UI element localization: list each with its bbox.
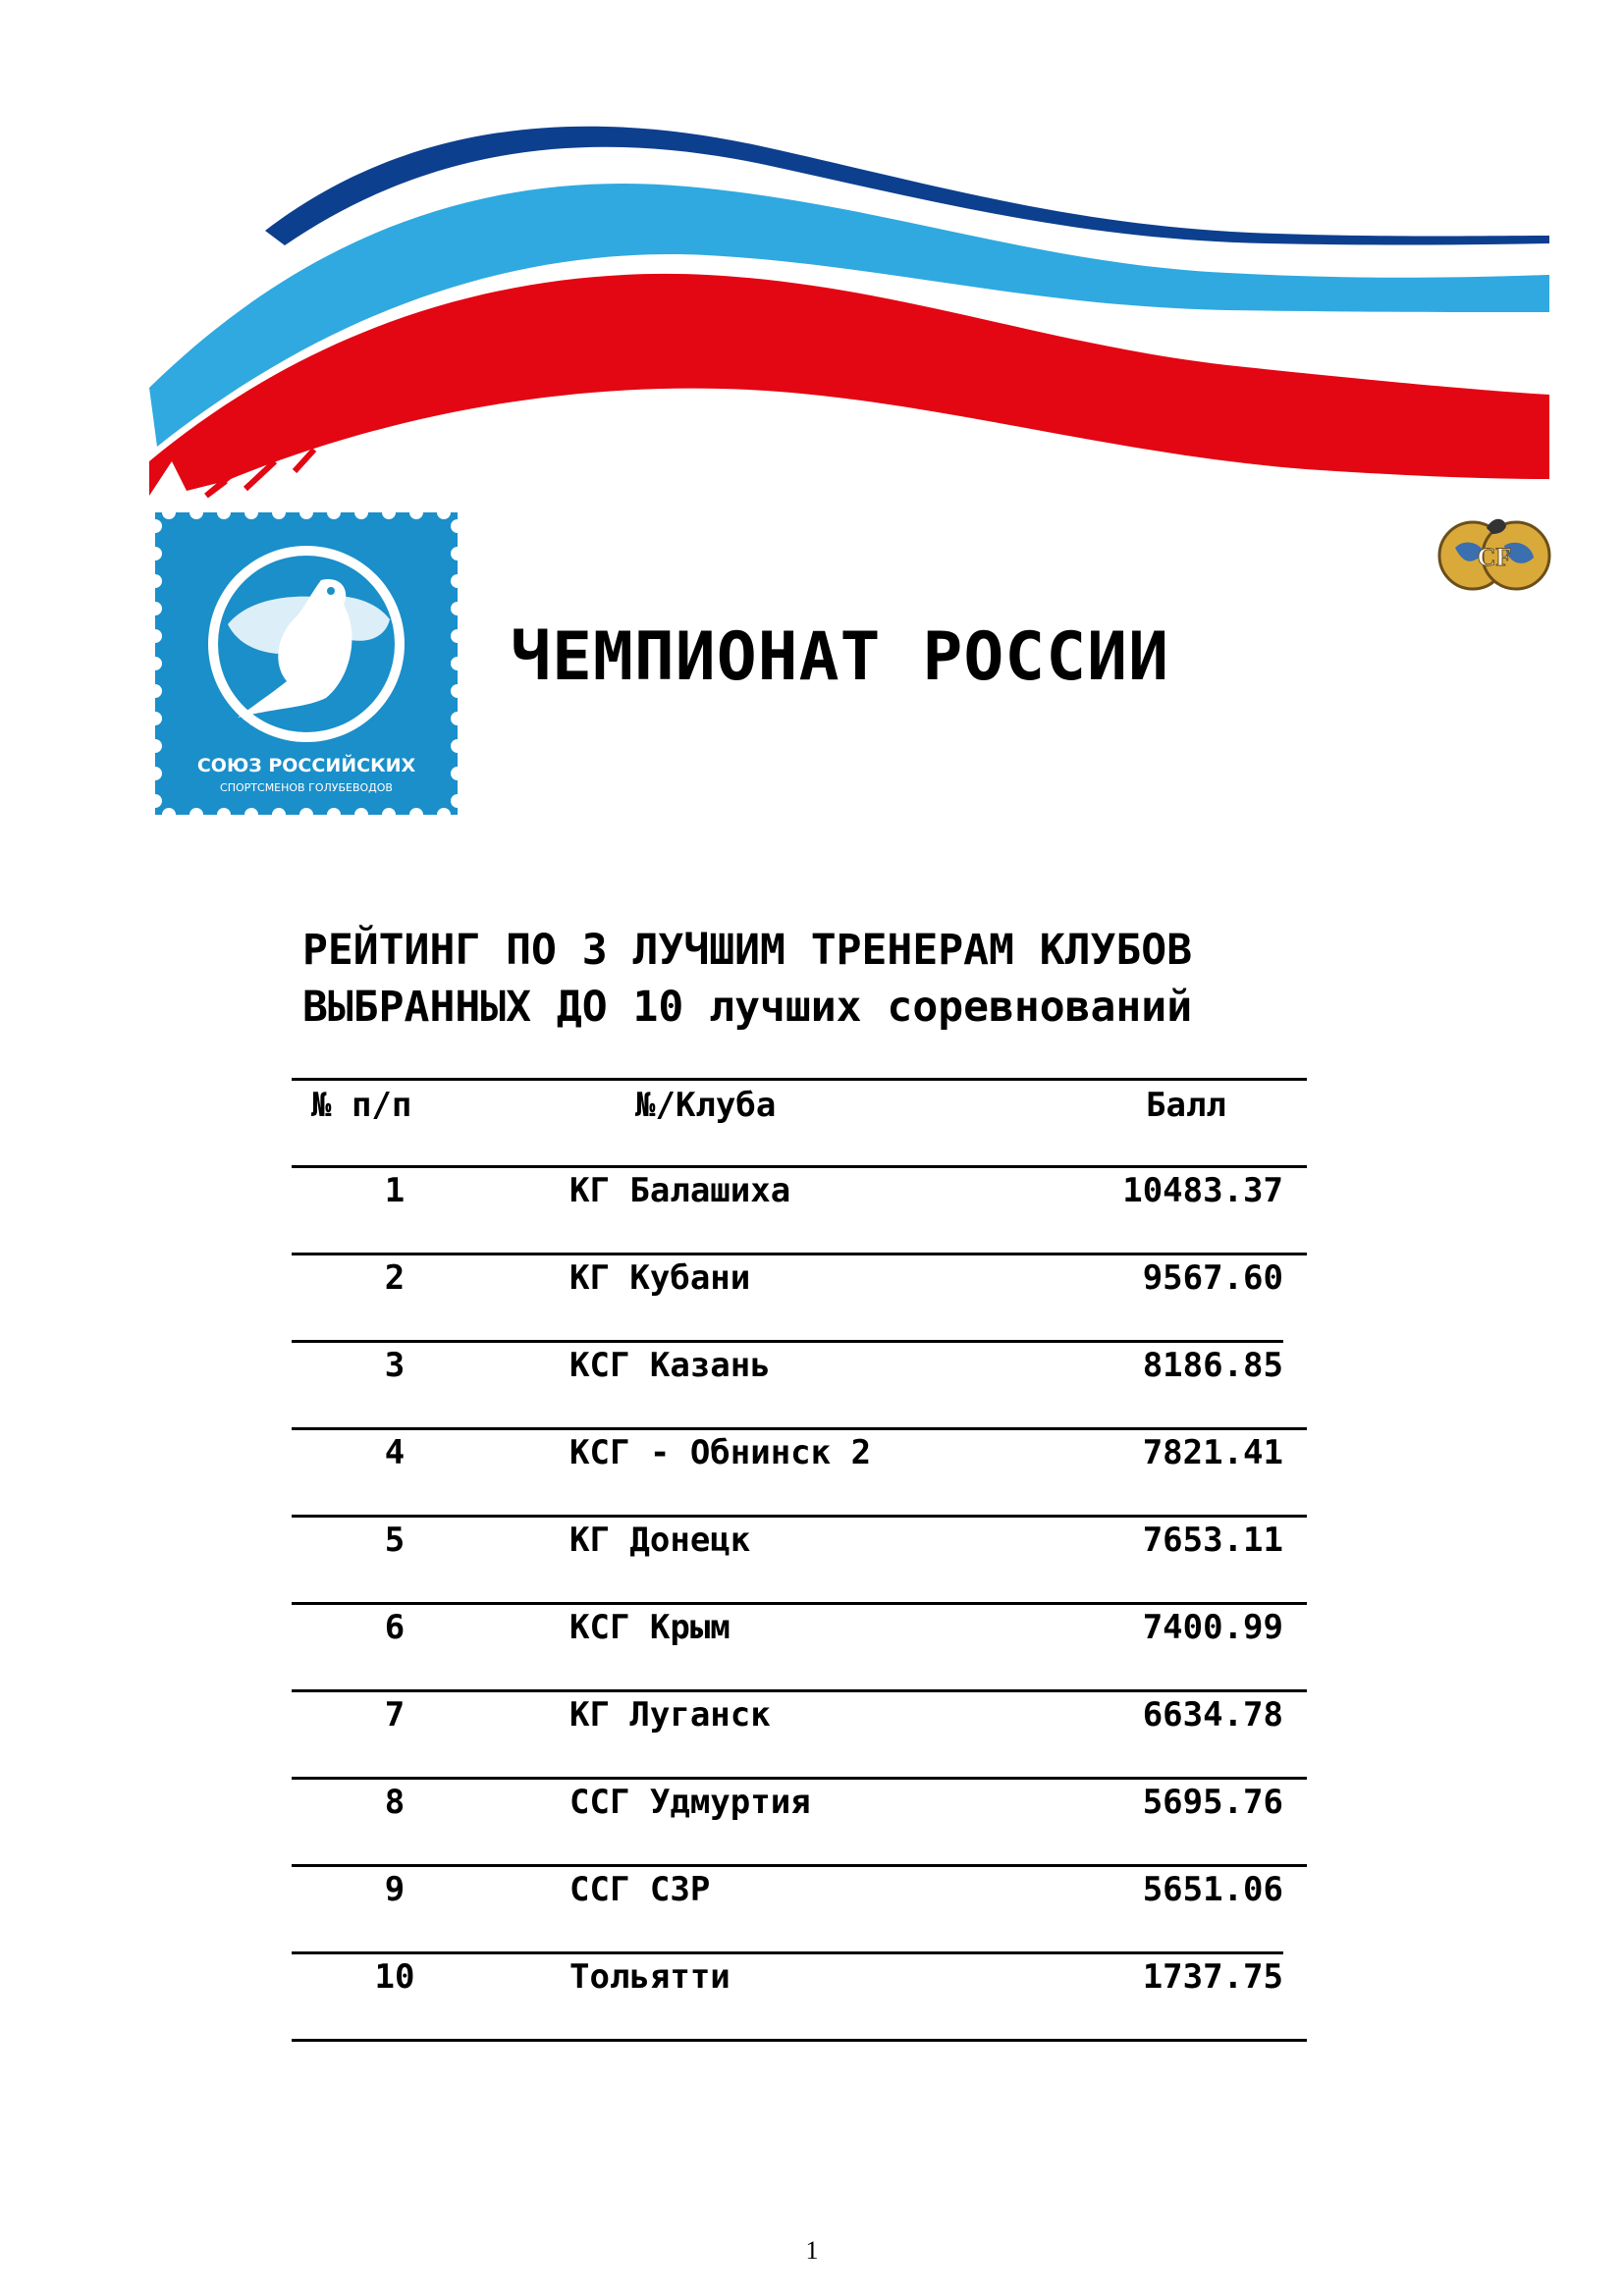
row-club: КСГ - Обнинск 2 [569, 1433, 872, 1472]
table-rule [292, 1253, 1307, 1255]
table-rule [292, 1078, 1307, 1081]
row-score: 7821.41 [1142, 1433, 1283, 1472]
row-club: ССГ СЗР [569, 1870, 711, 1909]
federation-emblem-logo [1435, 508, 1553, 593]
row-num: 4 [384, 1433, 406, 1472]
row-score: 8186.85 [1142, 1346, 1283, 1385]
table-rule [292, 1864, 1307, 1867]
row-num: 5 [384, 1521, 406, 1560]
row-score: 7653.11 [1142, 1521, 1283, 1560]
row-score: 5695.76 [1142, 1783, 1283, 1822]
row-score: 5651.06 [1142, 1870, 1283, 1909]
subtitle-line-2: ВЫБРАННЫХ ДО 10 лучших соревнований [302, 983, 1193, 1032]
union-stamp-logo [149, 507, 463, 821]
row-score: 9567.60 [1142, 1258, 1283, 1298]
row-num: 9 [384, 1870, 406, 1909]
row-num: 1 [384, 1171, 406, 1210]
row-num: 3 [384, 1346, 406, 1385]
row-score: 7400.99 [1142, 1608, 1283, 1647]
row-club: КСГ Казань [569, 1346, 771, 1385]
header-club: №/Клуба [635, 1086, 777, 1125]
header-num: № п/п [311, 1086, 412, 1125]
page-title: ЧЕМПИОНАТ РОССИИ [511, 618, 1170, 696]
page-number: 1 [805, 2236, 819, 2265]
table-rule [292, 1602, 1307, 1605]
emblem-letters: CF [1477, 543, 1512, 571]
row-score: 6634.78 [1142, 1695, 1283, 1735]
table-rule [292, 1340, 1283, 1343]
row-num: 8 [384, 1783, 406, 1822]
row-club: КСГ Крым [569, 1608, 731, 1647]
stamp-text-line1: СОЮЗ РОССИЙСКИХ [196, 755, 416, 776]
stamp-text-line2: СПОРТСМЕНОВ ГОЛУБЕВОДОВ [220, 781, 393, 794]
header-score: Балл [1146, 1086, 1226, 1125]
table-rule [292, 1689, 1307, 1692]
row-score: 1737.75 [1142, 1957, 1283, 1997]
table-rule [292, 2039, 1307, 2042]
row-club: КГ Кубани [569, 1258, 751, 1298]
table-rule [292, 1515, 1307, 1518]
row-num: 2 [384, 1258, 406, 1298]
row-club: КГ Балашиха [569, 1171, 791, 1210]
table-rule [292, 1777, 1307, 1780]
row-num: 7 [384, 1695, 406, 1735]
row-club: КГ Луганск [569, 1695, 771, 1735]
row-score: 10483.37 [1122, 1171, 1283, 1210]
row-num: 6 [384, 1608, 406, 1647]
table-rule [292, 1165, 1307, 1168]
row-num: 10 [374, 1957, 415, 1997]
table-rule [292, 1951, 1283, 1954]
subtitle-line-1: РЕЙТИНГ ПО 3 ЛУЧШИМ ТРЕНЕРАМ КЛУБОВ [302, 926, 1193, 975]
row-club: КГ Донецк [569, 1521, 751, 1560]
russian-flag-banner [0, 0, 1624, 510]
row-club: ССГ Удмуртия [569, 1783, 811, 1822]
row-club: Тольятти [569, 1957, 731, 1997]
table-rule [292, 1427, 1307, 1430]
